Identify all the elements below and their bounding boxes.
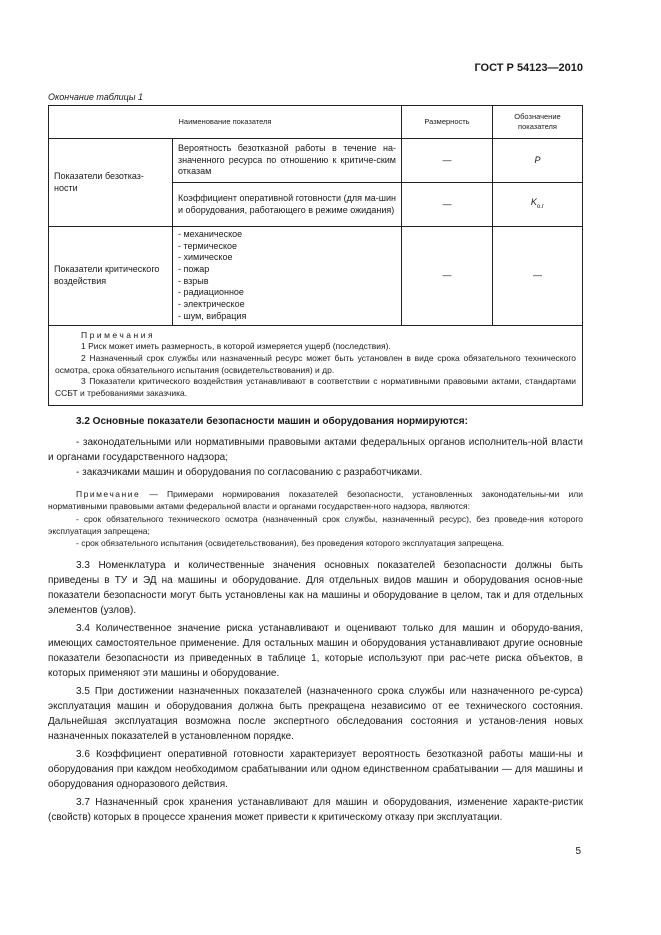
table-row xyxy=(49,139,583,183)
list-item: - механическое xyxy=(178,229,243,239)
note-label: Примечание xyxy=(76,489,141,499)
note-item: 2 Назначенный срок службы или назначенный ресурс может быть установлен в виде срока обязательного технического осмотра, срока обязательного испытания (освидетельствования) и др. xyxy=(55,352,576,375)
column-header-symbol: Обозначение показателя xyxy=(493,106,583,139)
list-item: - пожар xyxy=(178,264,210,275)
symbol-sub: о.г xyxy=(536,204,545,210)
table-row xyxy=(49,227,583,326)
section-heading: 3.2 Основные показатели безопасности машин и оборудования нормируются: xyxy=(76,416,468,427)
symbol-value: P xyxy=(493,139,583,183)
table-header-row xyxy=(49,106,583,139)
paragraph-3-5: 3.5 При достижении назначенных показателей (назначенного срока службы или назначенного ре-сурса) эксплуатация машин и оборудования должна быть прекращена независимо от ее технического состояния. Дальнейшая эксплуатация возможна после экспертного обследования состояния и установ-ления новых назначенных показателей в установленном порядке. xyxy=(48,686,583,742)
indicators-table xyxy=(48,105,583,406)
symbol-value xyxy=(493,183,583,227)
unit-value: — xyxy=(402,227,493,326)
note-text: — Примерами нормирования показателей безопасности, установленных законодательны-ми или нормативными правовыми актами федеральной власти и органами государствен-ного надзора, являются: xyxy=(48,489,583,512)
page-number: 5 xyxy=(575,846,581,857)
column-header-name: Наименование показателя xyxy=(49,106,402,139)
section-note xyxy=(48,488,583,513)
list-item: - химическое xyxy=(178,252,233,263)
paragraph-3-3: 3.3 Номенклатура и количественные значения основных показателей безопасности должны быть приведены в ТУ и ЭД на машины и оборудование. Для отдельных видов машин и оборудования основ-ные показатели безопасности могут быть установлены как на машины и оборудование в целом, так и для отдельных элементов (узлов). xyxy=(48,560,583,616)
desc-probability: Вероятность безотказной работы в течение на-значенного ресурса по отношению к критиче-ским отказам xyxy=(173,139,402,183)
impact-list xyxy=(173,227,402,326)
list-item: - заказчиками машин и оборудования по согласованию с разработчиками. xyxy=(76,467,423,478)
notes-title: Примечания xyxy=(81,329,156,340)
note-item: - срок обязательного испытания (освидетельствования), без проведения которого эксплуатация запрещена. xyxy=(76,538,505,549)
unit-value: — xyxy=(402,183,493,227)
note-item: 1 Риск может иметь размерность, в которой измеряется ущерб (последствия). xyxy=(81,341,391,352)
paragraph-3-7: 3.7 Назначенный срок хранения устанавливают для машин и оборудования, изменение характе-ристик (свойств) которых в процессе хранения может привести к критическому отказу при эксплуатации. xyxy=(48,797,583,823)
list-item: - электрическое xyxy=(178,299,245,310)
list-item: - термическое xyxy=(178,240,237,251)
note-item: 3 Показатели критического воздействия устанавливают в соответствии с нормативными правовыми актами, стандартами ССБТ и требованиями заказчика. xyxy=(55,376,576,399)
list-item: - взрыв xyxy=(178,275,209,286)
notes-row xyxy=(49,325,583,405)
unit-value: — xyxy=(402,139,493,183)
column-header-unit: Размерность xyxy=(402,106,493,139)
list-item: - шум, вибрация xyxy=(178,310,247,321)
paragraph-3-6: 3.6 Коэффициент оперативной готовности характеризует вероятность безотказной работы маши-ны и оборудования при каждом необходимом срабатывании или одном единственном срабатывании — для машины и оборудования одноразового действия. xyxy=(48,749,583,790)
table-caption: Окончание таблицы 1 xyxy=(48,92,143,102)
note-item: - срок обязательного технического осмотра (назначенный срок службы, назначенный ресурс), без проведе-ния которого эксплуатация запрещена; xyxy=(48,513,583,536)
symbol-main: K xyxy=(530,197,537,208)
symbol-value: — xyxy=(493,227,583,326)
main-paragraphs xyxy=(48,558,583,825)
group-critical: Показатели критического воздействия xyxy=(49,227,173,326)
document-code: ГОСТ Р 54123—2010 xyxy=(474,62,583,74)
table-notes xyxy=(49,325,583,405)
paragraph-3-4: 3.4 Количественное значение риска устанавливают и оценивают только для машин и оборудо-вания, имеющих самостоятельное применение. Для остальных машин и оборудования устанавливают другие основные показатели безопасности из приведенных в таблице 1, которые используют при рас-чете риска объектов, в которых применяют эти машины и оборудование. xyxy=(48,623,583,679)
list-item: - радиационное xyxy=(178,287,244,298)
group-reliability: Показатели безотказ-ности xyxy=(49,139,173,227)
desc-readiness: Коэффициент оперативной готовности (для ма-шин и оборудования, работающего в режиме ожидания) xyxy=(173,183,402,227)
list-item: - законодательными или нормативными правовыми актами федеральных органов исполнитель-ной власти и органами государственного надзора; xyxy=(48,437,583,463)
section-3-2 xyxy=(48,414,583,550)
